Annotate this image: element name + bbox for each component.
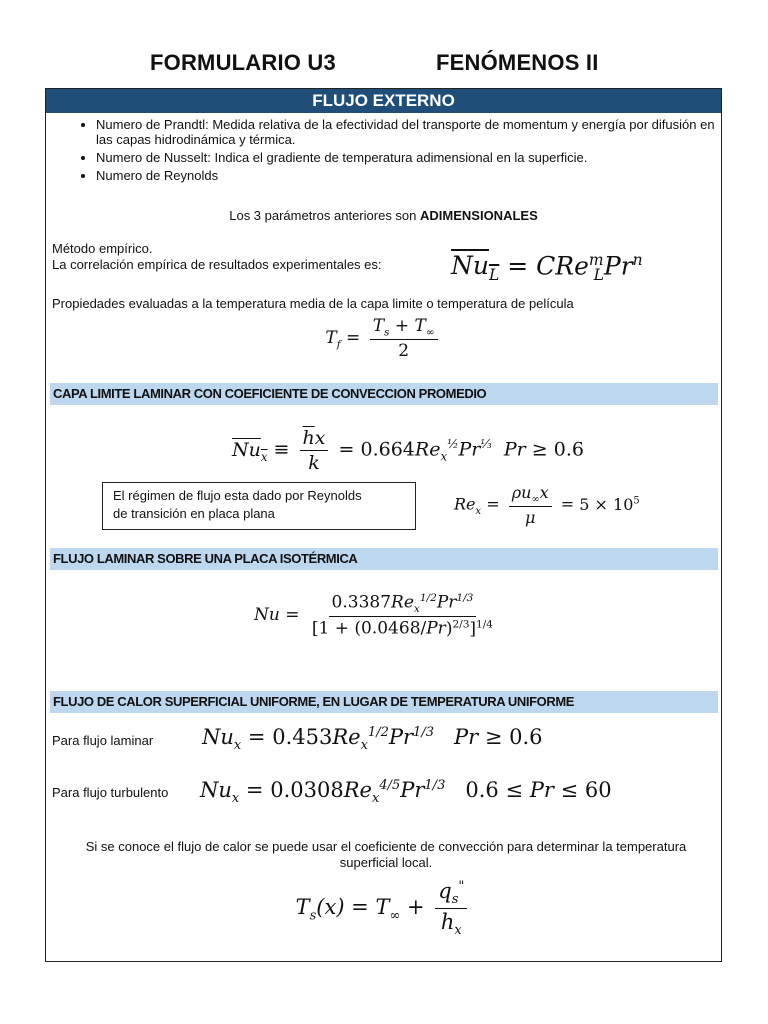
laminar-flux-label: Para flujo laminar bbox=[52, 733, 154, 748]
formula-re-x: $Re_x$ = $\frac{\rho u_\infty x}{\mu}$ = $5 \times 10^5$ bbox=[454, 483, 640, 528]
formula-nu-l: $Nu_L = CRe^m_LPr^n$ bbox=[451, 251, 643, 285]
reynolds-transition-note bbox=[102, 482, 416, 530]
formula-nu-laminar-flux: $Nu_x = 0.453Re_x^{1/2}Pr^{1/3}$ Pr ≥ 0.6 bbox=[202, 725, 543, 754]
page-title-right: FENÓMENOS II bbox=[436, 50, 599, 75]
heat-flux-note: Si se conoce el flujo de calor se puede usar el coeficiente de convección para determinar la temperatura superficial local. bbox=[85, 839, 687, 870]
note-line-2: de transición en placa plana bbox=[113, 506, 275, 521]
formula-nu-isotermica: Nu = $\frac{0.3387Re_x^{1/2}Pr^{1/3}}{[1 + (0.0468/Pr)^{2/3}]^{1/4}}$ bbox=[254, 592, 493, 639]
section-flujo-uniforme: FLUJO DE CALOR SUPERFICIAL UNIFORME, EN LUGAR DE TEMPERATURA UNIFORME bbox=[50, 691, 718, 713]
bullet-nusselt: • Numero de Nusselt: Indica el gradiente de temperatura adimensional en la superficie. bbox=[96, 150, 716, 165]
properties-text: Propiedades evaluadas a la temperatura media de la capa limite o temperatura de película bbox=[52, 296, 574, 311]
formula-ts: $T_s(x) = T_\infty$ + $\frac{q_s^"}{h_x}$ bbox=[46, 879, 721, 938]
method-line-2: La correlación empírica de resultados experimentales es: bbox=[52, 257, 382, 272]
note-line-1: El régimen de flujo esta dado por Reynolds bbox=[113, 488, 362, 503]
section-laminar-promedio: CAPA LIMITE LAMINAR CON COEFICIENTE DE CONVECCION PROMEDIO bbox=[50, 383, 718, 405]
formula-sheet bbox=[45, 88, 722, 962]
bullet-list bbox=[46, 117, 716, 186]
turbulent-flux-label: Para flujo turbulento bbox=[52, 785, 169, 800]
formula-tf: $T_f$ = $\frac{T_s + T_\infty}{2}$ bbox=[46, 316, 721, 361]
adimensional-note bbox=[46, 208, 721, 223]
section-header-flujo-externo: FLUJO EXTERNO bbox=[46, 89, 721, 113]
method-text bbox=[52, 241, 382, 273]
bullet-prandtl: • Numero de Prandtl: Medida relativa de la efectividad del transporte de momentum y energía por difusión en las capas hidrodinámica y térmica. bbox=[96, 117, 716, 147]
formula-nu-turbulent-flux: $Nu_x = 0.0308Re_x^{4/5}Pr^{1/3}$ 0.6 ≤ Pr ≤ 60 bbox=[200, 778, 612, 807]
formula-nu-x-avg: $Nu_x$ ≡ $\frac{\overline{h}x}{k}$ = $0.664Re_x^{\frac{1}{2}}Pr^{\frac{1}{3}}$ Pr ≥ 0.6 bbox=[232, 427, 584, 474]
adimensional-bold: ADIMENSIONALES bbox=[420, 208, 538, 223]
bullet-reynolds: • Numero de Reynolds bbox=[96, 168, 716, 183]
section-placa-isotermica: FLUJO LAMINAR SOBRE UNA PLACA ISOTÉRMICA bbox=[50, 548, 718, 570]
method-line-1: Método empírico. bbox=[52, 241, 153, 256]
adimensional-text: Los 3 parámetros anteriores son bbox=[229, 208, 421, 223]
page-title-left: FORMULARIO U3 bbox=[150, 50, 336, 75]
